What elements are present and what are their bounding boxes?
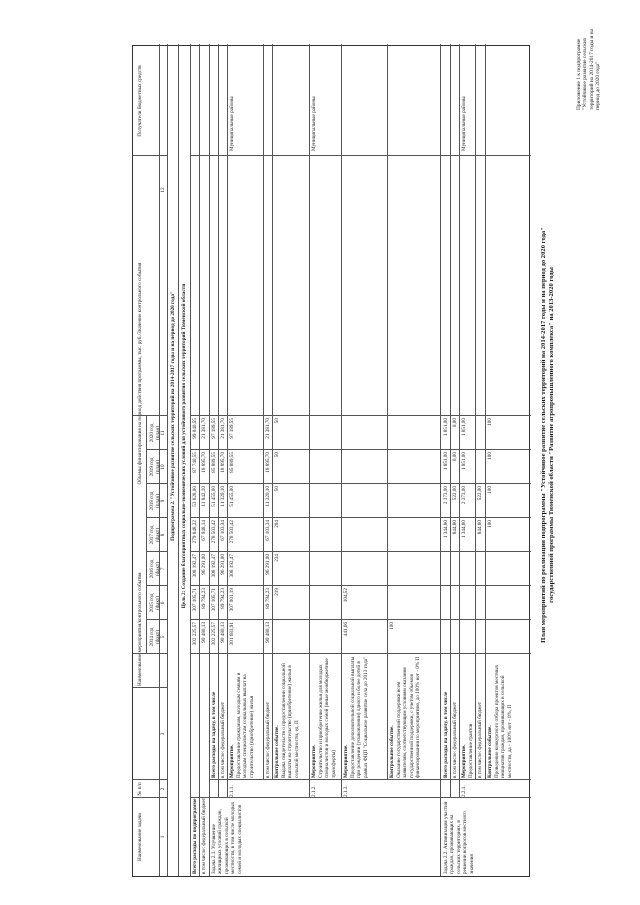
task1-federal-year-4: 67 103,34 [220,520,226,541]
summary-total-year-5: 53 828,00 [192,486,198,507]
row-divider [146,416,147,654]
item-2-1-3-year-4 [343,520,350,551]
column-divider [190,619,531,620]
header-activity: Наименование мероприятия/контрольного события [137,572,143,686]
task2-total-label: Всего расходы на задачу, в том числе [443,691,449,778]
item-2-1-3-year-2: 104,52 [343,588,349,603]
summary-total-year-3: 308 192,47 [192,554,198,578]
item-2-1-1-number: 2.1.1. [229,785,235,797]
item-2-1-2-number: 2.1.2. [311,785,317,797]
column-number: 3 [160,732,166,736]
summary-total-label: Всего расходы по подпрограмме [192,798,198,874]
task2-total-year-5: 2 373,00 [443,486,449,505]
column-divider [133,155,167,156]
summary-federal-label: в том числе: федеральный бюджет [201,797,207,874]
item-2-1-2-recipient: Муниципальные районы [311,96,317,151]
task2-total-year-6: 1 851,00 [443,452,449,471]
item-2-2-1-event-label: Контрольное событие. [487,725,493,778]
item-2-2-1-year-5: 2 373,00 [461,486,467,505]
row-divider [272,44,273,780]
task2-total-year-7: 1 851,00 [443,418,449,437]
item-2-1-3-event-year-5 [389,486,396,517]
column-divider [133,779,167,780]
row-divider [190,44,191,876]
item-2-1-1-federal-year-7: 21 381,70 [265,418,271,439]
item-2-1-1-federal-year-4: 67 103,34 [265,520,271,541]
title-line-2: государственной программы Тюменской области "Развитие агропромышленного комплекса" на 2013-2020 годы [548,267,555,603]
item-2-1-3-event-year-3 [389,554,396,585]
item-2-1-1-text: Предоставление гражданам, молодым семьям и молодым специалистам социальных выплат на строительство (приобретение) жилья [236,672,255,778]
item-2-1-1-year-4: 278 503,42 [229,520,235,544]
item-2-1-3-event-label: Контрольное событие. [389,725,395,778]
item-2-1-3-label: Мероприятие. [343,744,349,778]
column-divider [133,687,167,688]
task2-federal-year-4: 844,80 [452,520,458,535]
item-2-1-3-number: 2.1.3. [343,785,349,797]
goal-title: Цель 2: Создание благоприятных социально-экономических условий для устойчивого развития сельских территорий Тюменской области [181,283,187,609]
item-2-2-1-event-year-6: 100 [487,452,493,460]
item-2-1-1-federal-year-6: 18 895,70 [265,452,271,473]
item-2-2-1-year-7: 1 851,00 [461,418,467,437]
item-2-2-1-year-2 [461,588,468,619]
item-2-1-3-text: Предоставление дополнительной социальной выплаты при рождении (усыновлении) одного и более детей в рамках ФЦП "Социальное развитие села до 2013 года" [350,656,369,778]
item-2-2-1-federal-year-6 [477,452,484,483]
item-2-1-1-recipient: Муниципальные районы [229,96,235,151]
task1-total-year-1: 302 225,57 [211,622,217,646]
column-divider [190,449,531,450]
row-divider [440,44,441,876]
task1-total-year-3: 308 192,47 [211,554,217,578]
item-2-1-1-year-1: 301 683,91 [229,622,235,646]
task1-total-label: Всего расходы на задачу, в том числе [211,691,217,778]
task1-federal-label: в том числе: федеральный бюджет [220,701,226,778]
item-2-1-2-year-6 [311,452,318,483]
item-2-1-1-event-year-7: 50 [274,418,280,424]
item-2-1-1-year-3: 308 192,47 [229,554,235,578]
task2-total-year-4: 1 344,80 [443,520,449,539]
item-2-1-3-event-text: Оказание государственной поддержки всем заявителям, соответствующим условиям оказания государственной поддержки, с учетом объемов финансирования по мероприятию, до 100% нет - 0% П [396,656,422,778]
task1-federal-year-2: 89 794,23 [220,588,226,609]
item-2-1-3-year-1: 441,66 [343,622,349,637]
column-number: 10 [160,464,166,470]
row-divider [209,44,210,876]
task2-federal-year-5: 522,00 [452,486,458,501]
task1-federal-year-6: 18 895,70 [220,452,226,473]
column-number: 12 [160,187,166,193]
item-2-1-3-year-6 [343,452,350,483]
item-2-2-1-federal-year-2 [477,588,484,619]
column-number: 9 [160,499,166,503]
summary-federal-year-3: 96 291,00 [201,554,207,575]
row-divider [227,44,228,798]
item-2-2-1-year-6: 1 851,00 [461,452,467,471]
summary-federal-year-5: 11 842,10 [201,486,207,507]
task1-federal-year-7: 21 381,70 [220,418,226,439]
item-2-1-2-label: Мероприятие. [311,744,317,778]
column-divider [146,585,167,586]
summary-federal-year-7: 21 381,70 [201,418,207,439]
item-2-1-1-year-6: 85 889,55 [229,452,235,473]
task2-federal-year-3 [452,554,459,585]
column-divider [190,483,531,484]
item-2-1-3-event-year-4 [389,520,396,551]
item-2-1-1-federal-year-3: 96 291,00 [265,554,271,575]
appendix-note-line: Приложение 1 к подпрограмме [576,38,582,110]
column-divider [133,415,146,416]
task1-federal-year-5: 11 320,10 [220,486,226,507]
item-2-1-2-year-5 [311,486,318,517]
item-2-1-1-event-year-6: 50 [274,452,280,458]
summary-total-year-7: 99 040,55 [192,418,198,439]
column-divider [190,415,531,416]
row-divider [475,44,476,780]
task1-total-year-5: 51 455,00 [211,486,217,507]
item-2-1-3-event-year-2 [389,588,396,619]
item-2-2-1-federal-year-5: 522,00 [477,486,483,501]
header-year: 2016 год (факт) [149,559,162,579]
task2-total-year-2 [443,588,450,619]
header-recipient: Получатели бюджетных средств [137,65,143,137]
column-divider [190,653,531,654]
item-2-2-1-event-year-3 [487,554,494,585]
column-divider [146,517,167,518]
item-2-1-3-event-year-6 [389,452,396,483]
summary-federal-year-6: 18 895,70 [201,452,207,473]
item-2-2-1-event-text: Проведение конкурсного отбора проектов местных инициатив граждан, проживающих в сельской местности, да - 100% нет - 0%, П [494,664,513,778]
column-divider [190,585,531,586]
summary-total-year-4: 279 848,22 [192,520,198,544]
header-year: 2018 год (план) [149,491,162,511]
task1-total-year-2: 307 105,71 [211,588,217,612]
item-2-1-1-year-7: 97 189,55 [229,418,235,439]
header-financing: Объемы финансирования на период действия программы, тыс. руб./Значение контрольного события [137,262,143,485]
row-divider [159,44,160,876]
item-2-2-1-event-year-2 [487,588,494,619]
row-divider [459,44,460,798]
task1-federal-year-3: 96 291,00 [220,554,226,575]
summary-federal-year-4: 67 948,14 [201,520,207,541]
item-2-2-1-year-1 [461,622,468,653]
appendix-note-line: "Устойчивое развитие сельских [582,37,589,110]
document-title [540,75,556,795]
item-2-1-2-year-7 [311,418,318,449]
item-2-1-1-event-year-5: 50 [274,486,280,492]
task1-total-year-7: 97 189,55 [211,418,217,439]
column-number: 1 [160,835,166,839]
summary-federal-year-2: 89 794,23 [201,588,207,609]
task2-total-year-3 [443,554,450,585]
row-divider [167,44,168,876]
summary-total-year-2: 307 105,71 [192,588,198,612]
item-2-2-1-number: 2.2.1. [461,785,467,797]
task1-total-year-6: 85 889,55 [211,452,217,473]
item-2-1-3-year-3 [343,554,350,585]
item-2-1-1-federal-year-5: 11 320,10 [265,486,271,507]
appendix-note [576,2,602,110]
column-divider [146,483,167,484]
item-2-1-2-year-3 [311,554,318,585]
item-2-2-1-year-3 [461,554,468,585]
item-2-2-1-federal-year-4: 844,80 [477,520,483,535]
header-year: 2015 год (факт) [149,593,162,613]
column-divider [133,797,167,798]
item-2-2-1-text: Предоставление грантов [468,723,474,778]
item-2-1-1-event-year-3: 234 [274,554,280,562]
appendix-note-line: территорий на 2014-2017 годы и на [588,29,595,110]
row-divider [341,44,342,798]
header-task-name: Наименование задачи [137,812,143,862]
item-2-2-1-label: Мероприятие. [461,744,467,778]
column-divider [190,155,531,156]
header-number: № п/п [137,782,143,796]
row-divider [263,44,264,780]
item-2-1-1-event-label: Контрольное событие. [274,725,280,778]
item-2-1-2-text: Строительство и приобретение жилья для молодых специалистов и молодых семей (иные межбюджетные трансферты) [318,658,337,778]
task2-name: Задача 2.2. Активизация участия граждан, проживающих на сельских территориях, в решении вопросов местного значения [443,801,475,874]
task1-total-year-4: 278 503,42 [211,520,217,544]
task1-federal-year-1: 90 480,13 [220,622,226,643]
column-number: 8 [160,533,166,537]
column-divider [146,449,167,450]
row-divider [178,44,179,876]
column-number: 7 [160,567,166,571]
item-2-1-1-year-5: 51 455,00 [229,486,235,507]
activities-table [132,45,530,877]
row-divider [387,44,388,780]
row-divider [199,44,200,876]
item-2-2-1-event-year-1 [487,622,494,653]
column-divider [146,619,167,620]
column-divider [146,551,167,552]
column-number: 11 [160,430,166,436]
item-2-1-2-year-4 [311,520,318,551]
item-2-2-1-event-year-7: 100 [487,418,493,426]
column-number: 2 [160,787,166,791]
column-divider [190,797,531,798]
task2-federal-year-6: 0,00 [452,452,458,462]
subprogram-title: Подпрограмма 2. "Устойчивое развитие сельских территорий на 2014-2017 годы и на период до 2020 года" [170,291,176,541]
item-2-1-1-event-text: Выдача свидетельств о предоставлении социальной выплаты на строительство (приобретение) жилья в сельской местности, ед. П [281,663,300,778]
header-year: 2020 год (план) [149,423,162,443]
item-2-1-3-event-year-7 [389,418,396,449]
summary-total-year-1: 302 225,57 [192,622,198,646]
task1-name: Задача 2.1. Улучшение жилищных условий граждан, проживающих в сельской местности, в том числе молодых семей и молодых специалистов [211,801,243,874]
task2-total-year-1 [443,622,450,653]
item-2-2-1-event-year-4: 100 [487,520,493,528]
column-divider [190,517,531,518]
header-year: 2017 год (факт) [149,525,162,545]
title-line-1: План мероприятий по реализации подпрограммы "Устойчивое развитие сельских территорий на 2014-2017 годы и на период до 2020 года" [540,227,547,643]
item-2-1-1-event-year-1 [274,622,281,653]
header-year: 2019 год (план) [149,457,162,477]
item-2-1-1-federal-year-2: 89 794,23 [265,588,271,609]
task2-federal-year-1 [452,622,459,653]
column-divider [209,779,531,780]
item-2-2-1-federal-label: в том числе: федеральный бюджет [477,701,483,778]
item-2-2-1-federal-year-1 [477,622,484,653]
item-2-1-1-year-2: 307 001,19 [229,588,235,612]
column-divider [146,415,167,416]
item-2-1-1-federal-year-1: 90 480,13 [265,622,271,643]
column-number: 6 [160,601,166,605]
item-2-1-2-year-2 [311,588,318,619]
column-number: 5 [160,635,166,639]
appendix-note-line: период до 2020 года" [595,61,602,110]
task2-federal-year-2 [452,588,459,619]
item-2-1-3-year-5 [343,486,350,517]
item-2-1-3-year-7 [343,418,350,449]
column-divider [133,653,146,654]
item-2-2-1-event-year-5: 100 [487,486,493,494]
column-divider [146,653,167,654]
row-divider [309,44,310,798]
item-2-1-2-year-1 [311,622,318,653]
item-2-1-1-federal-label: в том числе: федеральный бюджет [265,701,271,778]
item-2-2-1-year-4: 1 344,80 [461,520,467,539]
row-divider [218,44,219,798]
summary-federal-year-1: 90 480,13 [201,622,207,643]
item-2-1-1-label: Мероприятие. [229,744,235,778]
item-2-2-1-federal-year-7 [477,418,484,449]
row-divider [485,44,486,780]
item-2-1-1-event-year-4: 204 [274,520,280,528]
column-divider [190,551,531,552]
task2-federal-year-7: 0,00 [452,418,458,428]
row-divider [450,44,451,798]
item-2-1-1-event-year-2: 219 [274,588,280,596]
summary-total-year-6: 87 740,55 [192,452,198,473]
item-2-2-1-federal-year-3 [477,554,484,585]
item-2-1-3-event-year-1: 100 [389,622,395,630]
task2-federal-label: в том числе: федеральный бюджет [452,701,458,778]
item-2-2-1-recipient: Муниципальные районы [461,96,467,151]
header-year: 2014 год (факт) [149,627,162,647]
